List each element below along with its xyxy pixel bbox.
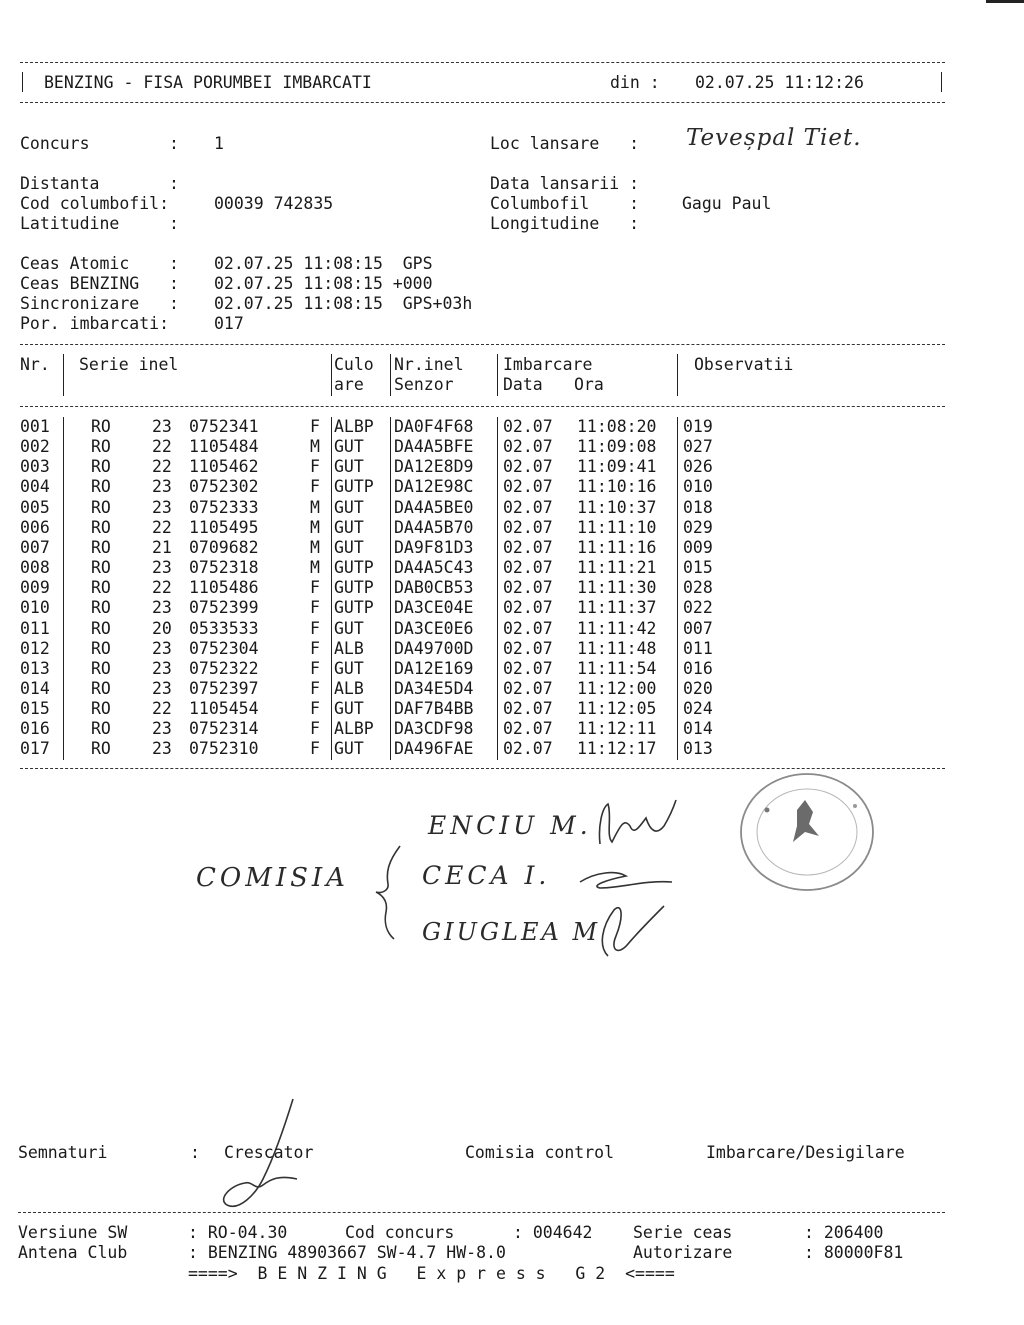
- col-header-nr-inel-1: Nr.inel: [394, 355, 464, 374]
- cell-sex: F: [310, 699, 320, 719]
- cell-tara: RO: [91, 517, 111, 537]
- cell-sex: F: [310, 658, 320, 678]
- cell-sex: M: [310, 517, 320, 537]
- cell-culoare: GUTP: [334, 578, 374, 598]
- cell-inel: 0752318: [189, 558, 259, 578]
- cell-an: 22: [152, 437, 172, 457]
- header-col-divider: [390, 354, 391, 396]
- cell-an: 23: [152, 719, 172, 739]
- table-row: [0, 518, 1024, 538]
- cell-nr: 009: [20, 578, 50, 598]
- cell-data: 02.07: [503, 497, 553, 517]
- cell-senzor: DA4A5C43: [394, 558, 474, 578]
- signature-member-3: [588, 896, 668, 966]
- col-header-culoare-1: Culo: [334, 355, 374, 374]
- cell-senzor: DA12E169: [394, 658, 474, 678]
- cell-culoare: GUT: [334, 739, 364, 759]
- cell-observatii: 018: [683, 497, 713, 517]
- cell-data: 02.07: [503, 578, 553, 598]
- cell-inel: 0709682: [189, 537, 259, 557]
- cell-data: 02.07: [503, 699, 553, 719]
- cell-inel: 1105495: [189, 517, 259, 537]
- cell-senzor: DA4A5B70: [394, 517, 474, 537]
- document-title: BENZING - FISA PORUMBEI IMBARCATI: [44, 73, 372, 92]
- cell-inel: 0533533: [189, 618, 259, 638]
- cell-tara: RO: [91, 537, 111, 557]
- cell-senzor: DAB0CB53: [394, 578, 474, 598]
- cell-senzor: DA4A5BFE: [394, 437, 474, 457]
- signature-member-1: [590, 796, 680, 856]
- header-bottom-rule: [20, 102, 945, 103]
- data-lansarii-label: Data lansarii :: [490, 174, 640, 193]
- cell-ora: 11:12:17: [577, 739, 657, 759]
- cell-culoare: GUT: [334, 517, 364, 537]
- table-row: [0, 417, 1024, 437]
- cell-sex: F: [310, 477, 320, 497]
- header-left-bar: [22, 72, 23, 92]
- scan-edge-mark: [986, 0, 1024, 3]
- cell-culoare: GUT: [334, 457, 364, 477]
- table-row: [0, 437, 1024, 457]
- cell-observatii: 022: [683, 598, 713, 618]
- loc-lansare-label: Loc lansare :: [490, 134, 640, 153]
- cell-inel: 1105486: [189, 578, 259, 598]
- cell-inel: 0752310: [189, 739, 259, 759]
- cell-tara: RO: [91, 638, 111, 658]
- cell-data: 02.07: [503, 658, 553, 678]
- cell-nr: 003: [20, 457, 50, 477]
- cell-observatii: 028: [683, 578, 713, 598]
- antena-club-value: : BENZING 48903667 SW-4.7 HW-8.0: [188, 1243, 506, 1262]
- cell-tara: RO: [91, 699, 111, 719]
- cell-ora: 11:11:16: [577, 537, 657, 557]
- concurs-label: Concurs :: [20, 134, 179, 153]
- cell-sex: F: [310, 417, 320, 436]
- cell-tara: RO: [91, 477, 111, 497]
- cell-senzor: DA34E5D4: [394, 678, 474, 698]
- columbofil-value: Gagu Paul: [682, 194, 772, 213]
- footer-rule: [18, 1212, 945, 1213]
- cell-nr: 008: [20, 558, 50, 578]
- cell-ora: 11:11:48: [577, 638, 657, 658]
- cell-inel: 0752341: [189, 417, 259, 436]
- cell-sex: F: [310, 719, 320, 739]
- table-top-rule: [20, 344, 945, 345]
- cell-inel: 0752397: [189, 678, 259, 698]
- benzing-express-banner: ====> B E N Z I N G E x p r e s s G 2 <====: [188, 1264, 675, 1283]
- cell-an: 23: [152, 598, 172, 618]
- cell-an: 23: [152, 417, 172, 436]
- cell-nr: 002: [20, 437, 50, 457]
- table-row: [0, 719, 1024, 739]
- cell-sex: F: [310, 578, 320, 598]
- header-col-divider: [63, 354, 64, 396]
- autorizare-label: Autorizare: [633, 1243, 733, 1262]
- header-col-divider: [331, 354, 332, 396]
- table-row: [0, 659, 1024, 679]
- cell-an: 23: [152, 558, 172, 578]
- cell-inel: 1105484: [189, 437, 259, 457]
- header-col-divider: [497, 354, 498, 396]
- cell-an: 21: [152, 537, 172, 557]
- cell-data: 02.07: [503, 598, 553, 618]
- cell-inel: 0752304: [189, 638, 259, 658]
- cell-sex: F: [310, 598, 320, 618]
- cell-tara: RO: [91, 618, 111, 638]
- col-header-culoare-2: are: [334, 375, 364, 394]
- cell-observatii: 011: [683, 638, 713, 658]
- cell-tara: RO: [91, 658, 111, 678]
- antena-club-label: Antena Club: [18, 1243, 128, 1262]
- longitudine-label: Longitudine :: [490, 214, 640, 233]
- cell-senzor: DA3CDF98: [394, 719, 474, 739]
- cell-nr: 006: [20, 517, 50, 537]
- cell-observatii: 020: [683, 678, 713, 698]
- cell-culoare: GUTP: [334, 558, 374, 578]
- cell-senzor: DA4A5BE0: [394, 497, 474, 517]
- body-col-divider: [390, 417, 391, 760]
- cell-nr: 007: [20, 537, 50, 557]
- imbarcare-desigilare-label: Imbarcare/Desigilare: [706, 1143, 905, 1162]
- table-row: [0, 477, 1024, 497]
- ceas-atomic-value: 02.07.25 11:08:15 GPS: [214, 254, 433, 273]
- serie-ceas-label: Serie ceas: [633, 1223, 733, 1242]
- cell-ora: 11:08:20: [577, 417, 657, 436]
- col-header-observatii: Observatii: [694, 355, 794, 374]
- ceas-benzing-label: Ceas BENZING :: [20, 274, 179, 293]
- table-row: [0, 639, 1024, 659]
- cell-observatii: 009: [683, 537, 713, 557]
- cell-tara: RO: [91, 739, 111, 759]
- cod-concurs-label: Cod concurs: [345, 1223, 455, 1242]
- cell-data: 02.07: [503, 477, 553, 497]
- cell-senzor: DA3CE04E: [394, 598, 474, 618]
- cell-nr: 014: [20, 678, 50, 698]
- cell-ora: 11:11:42: [577, 618, 657, 638]
- cell-data: 02.07: [503, 517, 553, 537]
- committee-member-1: ENCIU M.: [428, 811, 592, 840]
- cell-observatii: 014: [683, 719, 713, 739]
- cell-culoare: GUT: [334, 618, 364, 638]
- table-row: [0, 699, 1024, 719]
- cell-senzor: DA12E98C: [394, 477, 474, 497]
- table-header-rule: [20, 406, 945, 407]
- cod-concurs-value: : 004642: [513, 1223, 593, 1242]
- cell-an: 23: [152, 497, 172, 517]
- cell-tara: RO: [91, 719, 111, 739]
- cell-an: 23: [152, 477, 172, 497]
- cell-nr: 013: [20, 658, 50, 678]
- cell-ora: 11:11:10: [577, 517, 657, 537]
- cell-tara: RO: [91, 678, 111, 698]
- cell-data: 02.07: [503, 558, 553, 578]
- header-right-bar: [941, 72, 942, 92]
- cell-ora: 11:11:21: [577, 558, 657, 578]
- cell-culoare: GUT: [334, 437, 364, 457]
- versiune-sw-value: : RO-04.30: [188, 1223, 288, 1242]
- cell-sex: M: [310, 537, 320, 557]
- cell-ora: 11:11:37: [577, 598, 657, 618]
- cell-an: 23: [152, 739, 172, 759]
- por-imbarcati-label: Por. imbarcati:: [20, 314, 170, 333]
- cell-ora: 11:12:00: [577, 678, 657, 698]
- body-col-divider: [63, 417, 64, 760]
- cell-senzor: DA3CE0E6: [394, 618, 474, 638]
- cell-data: 02.07: [503, 618, 553, 638]
- header-col-divider: [677, 354, 678, 396]
- table-row: [0, 598, 1024, 618]
- table-row: [0, 498, 1024, 518]
- committee-member-3: GIUGLEA M: [422, 918, 601, 946]
- cell-an: 20: [152, 618, 172, 638]
- cell-sex: F: [310, 457, 320, 477]
- cell-tara: RO: [91, 558, 111, 578]
- cell-inel: 0752302: [189, 477, 259, 497]
- semnaturi-label: Semnaturi: [18, 1143, 108, 1162]
- cell-ora: 11:11:30: [577, 578, 657, 598]
- cell-senzor: DA12E8D9: [394, 457, 474, 477]
- versiune-sw-label: Versiune SW: [18, 1223, 128, 1242]
- col-header-data: Data: [503, 375, 543, 394]
- table-bottom-rule: [20, 768, 945, 769]
- cell-ora: 11:12:11: [577, 719, 657, 739]
- cell-an: 23: [152, 658, 172, 678]
- table-row: [0, 578, 1024, 598]
- cell-data: 02.07: [503, 719, 553, 739]
- cell-culoare: GUT: [334, 699, 364, 719]
- comisia-handwritten: COMISIA: [196, 863, 349, 893]
- cell-an: 22: [152, 517, 172, 537]
- cell-culoare: ALBP: [334, 417, 374, 436]
- table-row: [0, 538, 1024, 558]
- header-top-rule: [20, 62, 945, 63]
- cell-sex: F: [310, 638, 320, 658]
- committee-member-2: CECA I.: [422, 861, 551, 890]
- cell-nr: 005: [20, 497, 50, 517]
- serie-ceas-value: : 206400: [804, 1223, 884, 1242]
- col-header-nr: Nr.: [20, 355, 50, 374]
- cell-data: 02.07: [503, 638, 553, 658]
- body-col-divider: [331, 417, 332, 760]
- cell-inel: 1105454: [189, 699, 259, 719]
- cell-nr: 015: [20, 699, 50, 719]
- cell-an: 22: [152, 457, 172, 477]
- cell-data: 02.07: [503, 678, 553, 698]
- cell-data: 02.07: [503, 537, 553, 557]
- cell-ora: 11:09:41: [577, 457, 657, 477]
- cell-tara: RO: [91, 598, 111, 618]
- cell-inel: 0752333: [189, 497, 259, 517]
- col-header-imbarcare: Imbarcare: [503, 355, 593, 374]
- cell-observatii: 007: [683, 618, 713, 638]
- body-col-divider: [677, 417, 678, 760]
- cell-observatii: 019: [683, 417, 713, 436]
- distanta-label: Distanta :: [20, 174, 179, 193]
- cell-an: 23: [152, 678, 172, 698]
- cell-ora: 11:10:37: [577, 497, 657, 517]
- cell-culoare: ALB: [334, 678, 364, 698]
- col-header-nr-inel-2: Senzor: [394, 375, 454, 394]
- cell-tara: RO: [91, 437, 111, 457]
- cell-nr: 011: [20, 618, 50, 638]
- cell-observatii: 026: [683, 457, 713, 477]
- cell-sex: F: [310, 739, 320, 759]
- cell-culoare: ALBP: [334, 719, 374, 739]
- loc-lansare-handwritten: Teveșpal Tiet.: [686, 125, 862, 151]
- sincronizare-value: 02.07.25 11:08:15 GPS+03h: [214, 294, 473, 313]
- cell-observatii: 015: [683, 558, 713, 578]
- col-header-ora: Ora: [574, 375, 604, 394]
- cell-ora: 11:11:54: [577, 658, 657, 678]
- autorizare-value: : 80000F81: [804, 1243, 904, 1262]
- sincronizare-label: Sincronizare :: [20, 294, 179, 313]
- print-date-label: din :: [610, 73, 660, 92]
- cell-sex: M: [310, 497, 320, 517]
- cell-tara: RO: [91, 457, 111, 477]
- cell-an: 22: [152, 578, 172, 598]
- cell-inel: 0752322: [189, 658, 259, 678]
- cell-nr: 012: [20, 638, 50, 658]
- concurs-value: 1: [214, 134, 224, 153]
- columbofil-label: Columbofil :: [490, 194, 640, 213]
- cell-an: 23: [152, 638, 172, 658]
- table-row: [0, 619, 1024, 639]
- cell-observatii: 010: [683, 477, 713, 497]
- cell-senzor: DAF7B4BB: [394, 699, 474, 719]
- cell-data: 02.07: [503, 739, 553, 759]
- crescator-label: Crescator: [224, 1143, 314, 1162]
- ceas-benzing-value: 02.07.25 11:08:15 +000: [214, 274, 433, 293]
- cell-ora: 11:12:05: [577, 699, 657, 719]
- cell-observatii: 029: [683, 517, 713, 537]
- cell-inel: 1105462: [189, 457, 259, 477]
- cell-observatii: 027: [683, 437, 713, 457]
- cell-data: 02.07: [503, 437, 553, 457]
- cell-culoare: GUT: [334, 497, 364, 517]
- cell-nr: 010: [20, 598, 50, 618]
- latitudine-label: Latitudine :: [20, 214, 179, 233]
- cell-senzor: DA0F4F68: [394, 417, 474, 436]
- club-stamp: [735, 770, 885, 900]
- cell-nr: 016: [20, 719, 50, 739]
- cell-culoare: GUT: [334, 658, 364, 678]
- cell-data: 02.07: [503, 417, 553, 436]
- cell-an: 22: [152, 699, 172, 719]
- cell-ora: 11:09:08: [577, 437, 657, 457]
- signature-member-2: [576, 866, 676, 896]
- brace-handwritten: [372, 842, 412, 942]
- table-row: [0, 558, 1024, 578]
- cell-senzor: DA49700D: [394, 638, 474, 658]
- cell-sex: F: [310, 678, 320, 698]
- print-date-value: 02.07.25 11:12:26: [695, 73, 864, 92]
- cell-culoare: GUTP: [334, 477, 374, 497]
- cell-inel: 0752314: [189, 719, 259, 739]
- cell-nr: 001: [20, 417, 50, 436]
- col-header-serie-inel: Serie inel: [79, 355, 179, 374]
- cell-observatii: 024: [683, 699, 713, 719]
- table-row: [0, 679, 1024, 699]
- cod-columbofil-label: Cod columbofil:: [20, 194, 170, 213]
- ceas-atomic-label: Ceas Atomic :: [20, 254, 179, 273]
- table-row: [0, 457, 1024, 477]
- cell-culoare: GUTP: [334, 598, 374, 618]
- cell-observatii: 016: [683, 658, 713, 678]
- por-imbarcati-value: 017: [214, 314, 244, 333]
- cell-nr: 004: [20, 477, 50, 497]
- table-row: [0, 739, 1024, 759]
- body-col-divider: [497, 417, 498, 760]
- cell-observatii: 013: [683, 739, 713, 759]
- cell-senzor: DA9F81D3: [394, 537, 474, 557]
- cell-sex: F: [310, 618, 320, 638]
- cell-tara: RO: [91, 417, 111, 436]
- cell-culoare: GUT: [334, 537, 364, 557]
- comisia-control-label: Comisia control: [465, 1143, 615, 1162]
- cell-culoare: ALB: [334, 638, 364, 658]
- cell-senzor: DA496FAE: [394, 739, 474, 759]
- cell-ora: 11:10:16: [577, 477, 657, 497]
- cell-tara: RO: [91, 497, 111, 517]
- cell-sex: M: [310, 558, 320, 578]
- cod-columbofil-value: 00039 742835: [214, 194, 334, 213]
- cell-sex: M: [310, 437, 320, 457]
- cell-inel: 0752399: [189, 598, 259, 618]
- semnaturi-colon: :: [190, 1143, 200, 1162]
- cell-data: 02.07: [503, 457, 553, 477]
- cell-tara: RO: [91, 578, 111, 598]
- cell-nr: 017: [20, 739, 50, 759]
